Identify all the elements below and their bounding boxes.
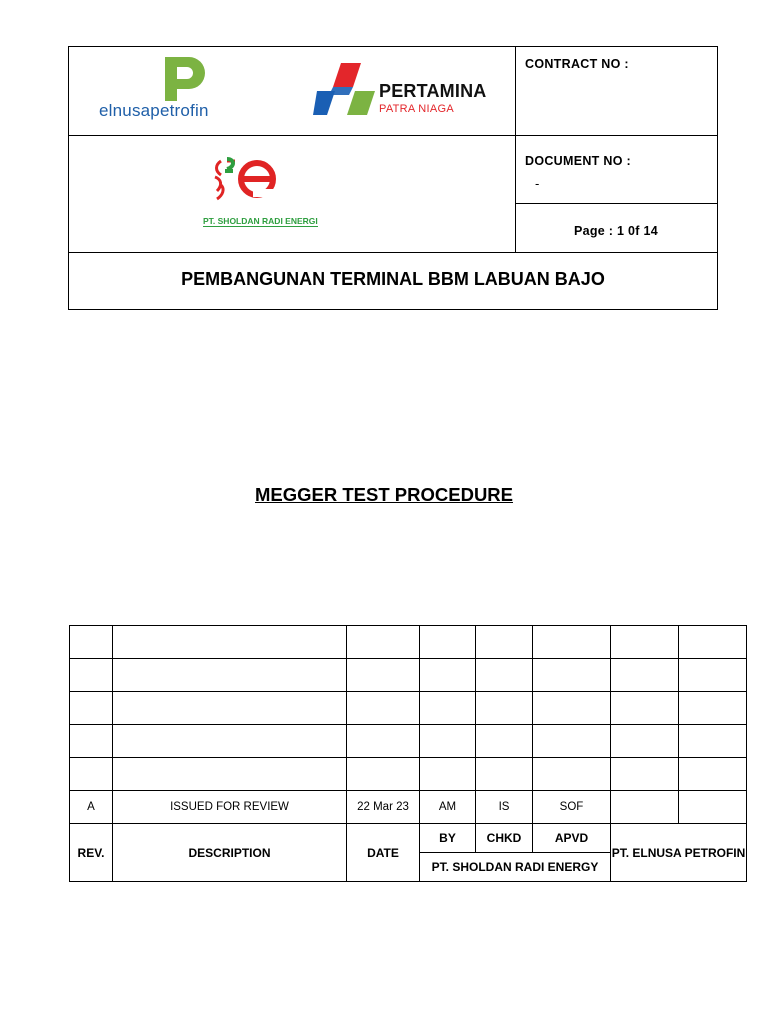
table-row [70,758,747,791]
description-cell: ISSUED FOR REVIEW [113,791,347,824]
sholdan-radi-energi-logo [203,155,353,235]
description-header: DESCRIPTION [113,824,347,882]
rev-cell: A [70,791,113,824]
elnusa-petrofin-logo [99,53,259,129]
document-header [68,46,718,310]
table-footer-row [70,824,747,853]
document-title: MEGGER TEST PROCEDURE [255,484,513,505]
contractor-header: PT. SHOLDAN RADI ENERGY [420,853,611,882]
elnusa-text-a: elnusa [99,101,151,120]
divider [69,135,717,136]
document-no-value: - [535,176,540,191]
sholdan-logo-mark [207,155,287,209]
table-row [70,659,747,692]
date-header: DATE [347,824,420,882]
chkd-cell: IS [476,791,533,824]
pertamina-logo-mark [313,61,377,117]
by-header: BY [420,824,476,853]
divider [515,203,717,204]
apvd-header: APVD [533,824,611,853]
sholdan-name: PT. SHOLDAN RADI ENERGI [203,216,318,226]
rev-header: REV. [70,824,113,882]
table-row [70,626,747,659]
contract-no-label: CONTRACT NO : [525,57,629,71]
document-no-label: DOCUMENT NO : [525,154,631,168]
elnusa-logo-text [99,101,209,121]
table-row [70,791,747,824]
elnusa-text-b: petrofin [150,101,209,120]
divider [69,252,717,253]
pertamina-patra-niaga-logo [313,61,503,123]
table-row [70,692,747,725]
chkd-header: CHKD [476,824,533,853]
revision-table [69,625,747,882]
pertamina-name: PERTAMINA [379,81,487,101]
date-cell: 22 Mar 23 [347,791,420,824]
by-cell: AM [420,791,476,824]
table-row [70,725,747,758]
page-number: Page : 1 0f 14 [573,224,659,238]
client-header: PT. ELNUSA PETROFIN [611,824,747,882]
project-title: PEMBANGUNAN TERMINAL BBM LABUAN BAJO [181,269,605,289]
apvd-cell: SOF [533,791,611,824]
divider [515,47,516,252]
pertamina-sub: PATRA NIAGA [379,103,455,115]
